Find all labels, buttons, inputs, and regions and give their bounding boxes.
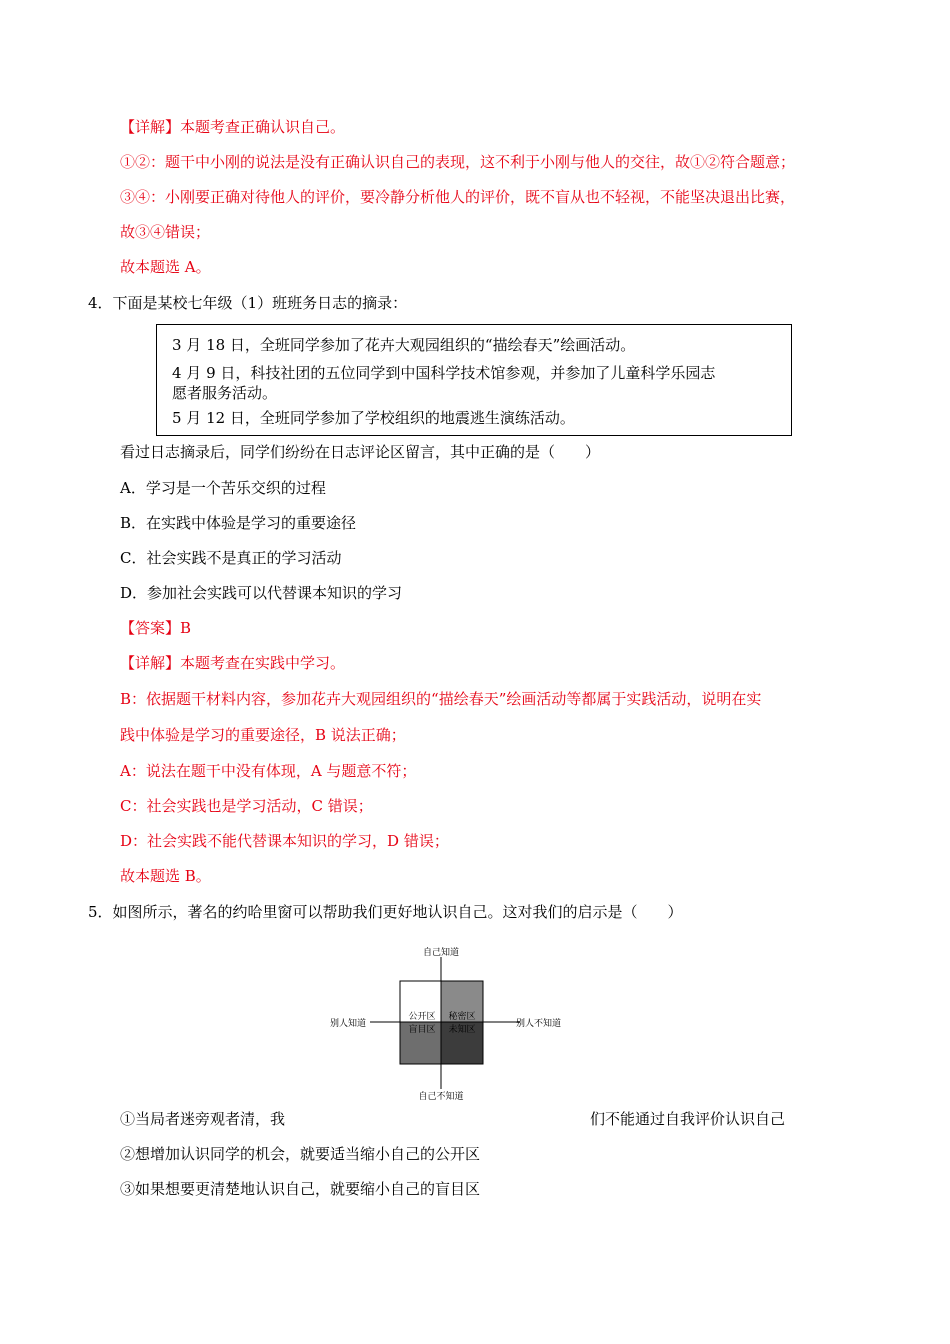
label-secret-area: 秘密区: [448, 1012, 476, 1022]
q3-explain-line-3: 故③④错误；: [120, 223, 211, 241]
q3-explain-line-2: ③④：小刚要正确对待他人的评价，要冷静分析他人的评价，既不盲从也不轻视，不能坚决退出比赛，: [120, 188, 796, 206]
q5-item-1-left: ①当局者迷旁观者清，我: [120, 1110, 286, 1128]
q5-stem: 5．如图所示，著名的约哈里窗可以帮助我们更好地认识自己。这对我们的启示是（ ）: [88, 903, 683, 921]
q3-explain-line-1: ①②：题干中小刚的说法是没有正确认识自己的表现，这不利于小刚与他人的交往，故①②符合题意；: [120, 153, 796, 171]
q4-option-d: D．参加社会实践可以代替课本知识的学习: [120, 584, 403, 602]
label-self-unknown: 自己不知道: [418, 1092, 464, 1102]
label-others-know: 别人知道: [330, 1019, 367, 1029]
q4-explain-line: 践中体验是学习的重要途径，B 说法正确；: [120, 726, 406, 744]
q4-option-a: A．学习是一个苦乐交织的过程: [120, 479, 326, 497]
q4-explain-line: D：社会实践不能代替课本知识的学习，D 错误；: [120, 832, 449, 850]
johari-window-figure: [330, 943, 570, 1103]
q4-log-box: [156, 324, 792, 436]
q4-log-entry: 愿者服务活动。: [172, 384, 278, 402]
q4-option-b: B．在实践中体验是学习的重要途径: [120, 514, 357, 532]
label-blind-area: 盲目区: [408, 1025, 436, 1035]
q4-log-entry: 5 月 12 日，全班同学参加了学校组织的地震逃生演练活动。: [172, 409, 575, 427]
q4-log-entry: 3 月 18 日，全班同学参加了花卉大观园组织的“描绘春天”绘画活动。: [172, 336, 636, 354]
q4-log-entry: 4 月 9 日，科技社团的五位同学到中国科学技术馆参观，并参加了儿童科学乐园志: [172, 364, 716, 382]
q4-explain-line: A：说法在题干中没有体现，A 与题意不符；: [120, 762, 417, 780]
label-self-knows: 自己知道: [422, 948, 460, 958]
label-unknown-area: 未知区: [448, 1025, 476, 1035]
label-open-area: 公开区: [408, 1012, 436, 1022]
q3-conclusion: 故本题选 A。: [120, 258, 211, 276]
q4-detail: 【详解】本题考查在实践中学习。: [120, 654, 346, 672]
q4-answer: 【答案】B: [120, 619, 192, 637]
q5-item-3: ③如果想要更清楚地认识自己，就要缩小自己的盲目区: [120, 1180, 481, 1198]
label-others-unknown: 别人不知道: [516, 1019, 562, 1029]
q4-explain-line: B：依据题干材料内容，参加花卉大观园组织的“描绘春天”绘画活动等都属于实践活动，说明在实: [120, 690, 762, 708]
q4-conclusion: 故本题选 B。: [120, 867, 211, 885]
q4-question: 看过日志摘录后，同学们纷纷在日志评论区留言，其中正确的是（ ）: [120, 443, 601, 461]
q5-item-1-right: 们不能通过自我评价认识自己: [590, 1110, 786, 1128]
q4-stem: 4．下面是某校七年级（1）班班务日志的摘录：: [88, 294, 408, 312]
q5-item-2: ②想增加认识同学的机会，就要适当缩小自己的公开区: [120, 1145, 481, 1163]
q3-detail: 【详解】本题考查正确认识自己。: [120, 118, 346, 136]
q4-explain-line: C：社会实践也是学习活动，C 错误；: [120, 797, 373, 815]
q4-option-c: C．社会实践不是真正的学习活动: [120, 549, 342, 567]
